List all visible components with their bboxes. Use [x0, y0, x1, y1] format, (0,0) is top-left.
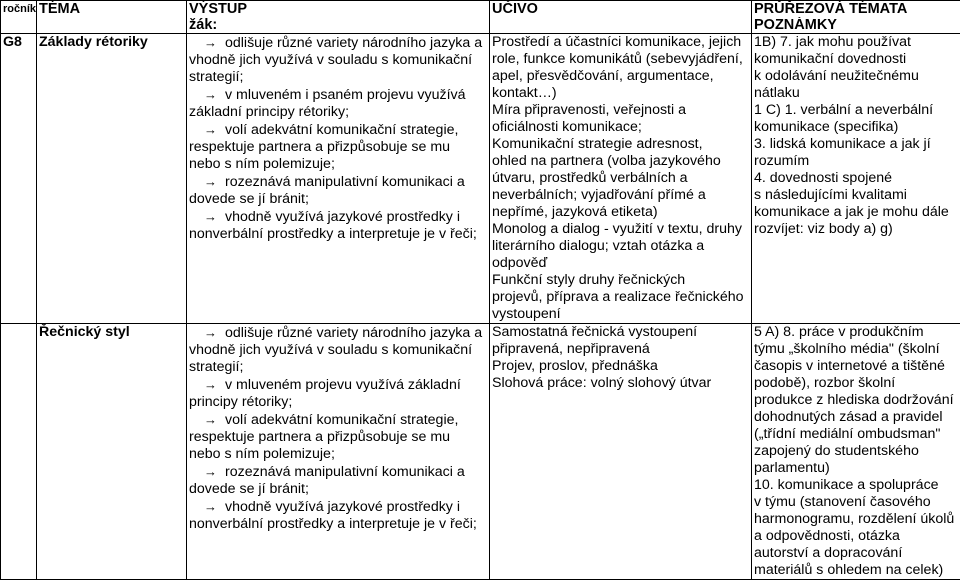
poznamky-line: s následujícími kvalitami: [754, 187, 958, 204]
vystup-text: rozeznává manipulativní komunikaci a: [225, 174, 465, 190]
arrow-icon: →: [189, 411, 225, 428]
arrow-icon: →: [189, 324, 225, 341]
ucivo-line: kontakt…): [492, 85, 749, 102]
vystup-line: [189, 156, 487, 173]
poznamky-line: a odpovědnosti, otázka: [754, 528, 958, 545]
poznamky-line: komunikace (specifika): [754, 119, 958, 136]
vystup-line: [189, 498, 487, 516]
poznamky-line: 1 C) 1. verbální a neverbální: [754, 102, 958, 119]
arrow-icon: →: [189, 208, 225, 225]
header-ucivo: UČIVO: [490, 1, 752, 34]
vystup-line: [189, 86, 487, 104]
ucivo-line: projevů, příprava a realizace řečnického: [492, 289, 749, 306]
poznamky-line: podobě), rozbor školní: [754, 375, 958, 392]
poznamky-line: rozvíjet: viz body a) g): [754, 221, 958, 238]
vystup-text: v mluveném i psaném projevu využívá: [225, 87, 466, 103]
vystup-line: [189, 446, 487, 463]
ucivo-line: vystoupení: [492, 306, 749, 323]
arrow-icon: →: [189, 121, 225, 138]
vystup-line: [189, 69, 487, 86]
ucivo-line: Funkční styly druhy řečnických: [492, 272, 749, 289]
ucivo-line: Prostředí a účastníci komunikace, jejich: [492, 34, 749, 51]
ucivo-line: literárního dialogu; vztah otázka a: [492, 238, 749, 255]
poznamky-line: nátlaku: [754, 85, 958, 102]
poznamky-line: 10. komunikace a spolupráce: [754, 477, 958, 494]
poznamky-line: 1B) 7. jak mohu používat: [754, 34, 958, 51]
vystup-line: [189, 359, 487, 376]
poznamky-line: v týmu (stanovení časového: [754, 494, 958, 511]
vystup-text: volí adekvátní komunikační strategie,: [225, 412, 458, 428]
header-pruzezova: [752, 1, 960, 34]
vystup-line: [189, 376, 487, 394]
ucivo-line: neverbálních; vyjadřování přímé a: [492, 187, 749, 204]
vystup-line: [189, 394, 487, 411]
poznamky-line: 3. lidská komunikace a jak jí: [754, 136, 958, 153]
arrow-icon: →: [189, 498, 225, 515]
vystup-line: [189, 481, 487, 498]
poznamky-line: týmu „školního média" (školní: [754, 341, 958, 358]
ucivo-line: ohled na partnera (volba jazykového: [492, 153, 749, 170]
poznamky-line: materiálů s ohledem na celek): [754, 562, 958, 579]
header-vystup-line2: žák:: [189, 17, 487, 33]
header-rocnik: ročník: [1, 1, 37, 34]
vystup-line: [189, 516, 487, 533]
vystup-line: [189, 411, 487, 429]
vystup-line: [189, 173, 487, 191]
arrow-icon: →: [189, 463, 225, 480]
ucivo-line: Slohová práce: volný slohový útvar: [492, 375, 749, 392]
vystup-text: strategií;: [189, 359, 243, 375]
vystup-line: [189, 463, 487, 481]
ucivo-line: nepřímé, jazyková etiketa): [492, 204, 749, 221]
vystup-text: dovede se jí bránit;: [189, 481, 309, 497]
poznamky-line: rozumím: [754, 153, 958, 170]
poznamky-line: produkce z hlediska dodržování: [754, 392, 958, 409]
cell-rocnik: [1, 324, 37, 580]
ucivo-line: Komunikační strategie adresnost,: [492, 136, 749, 153]
header-tema: TÉMA: [37, 1, 187, 34]
header-pruzezova-line2: POZNÁMKY: [754, 17, 958, 33]
header-pruzezova-line1: PRŮŘEZOVÁ TÉMATA: [754, 1, 958, 17]
vystup-line: [189, 52, 487, 69]
ucivo-line: připravená, nepřipravená: [492, 341, 749, 358]
table-row: [1, 34, 960, 324]
vystup-line: [189, 139, 487, 156]
vystup-line: [189, 324, 487, 342]
cell-poznamky: [752, 34, 960, 324]
cell-vystup: [187, 324, 490, 580]
poznamky-line: k odolávání neužitečnému: [754, 68, 958, 85]
vystup-line: [189, 226, 487, 243]
ucivo-line: Projev, proslov, přednáška: [492, 358, 749, 375]
vystup-line: [189, 121, 487, 139]
cell-tema: Řečnický styl: [37, 324, 187, 580]
vystup-text: vhodně jich využívá v souladu s komunikační: [189, 52, 472, 68]
vystup-text: nebo s ním polemizuje;: [189, 446, 335, 462]
vystup-text: v mluveném projevu využívá základní: [225, 377, 461, 393]
poznamky-line: 4. dovednosti spojené: [754, 170, 958, 187]
vystup-text: vhodně využívá jazykové prostředky i: [225, 209, 460, 225]
vystup-text: vhodně jich využívá v souladu s komunikační: [189, 342, 472, 358]
poznamky-line: zapojený do studentského: [754, 443, 958, 460]
ucivo-line: odpověď: [492, 255, 749, 272]
vystup-line: [189, 104, 487, 121]
vystup-line: [189, 208, 487, 226]
poznamky-line: komunikace a jak je mohu dále: [754, 204, 958, 221]
ucivo-line: apel, přesvědčování, argumentace,: [492, 68, 749, 85]
vystup-text: nonverbální prostředky a interpretuje je v řeči;: [189, 226, 477, 242]
poznamky-line: dohodnutých zásad a pravidel: [754, 409, 958, 426]
ucivo-line: role, funkce komunikátů (sebevyjádření,: [492, 51, 749, 68]
arrow-icon: →: [189, 376, 225, 393]
vystup-text: respektuje partnera a přizpůsobuje se mu: [189, 139, 450, 155]
ucivo-line: Míra připravenosti, veřejnosti a: [492, 102, 749, 119]
ucivo-line: útvaru, prostředků verbálních a: [492, 170, 749, 187]
cell-ucivo: [490, 34, 752, 324]
poznamky-line: časopis v internetové a tištěné: [754, 358, 958, 375]
header-vystup-line1: VÝSTUP: [189, 1, 487, 17]
vystup-text: respektuje partnera a přizpůsobuje se mu: [189, 429, 450, 445]
poznamky-line: autorství a dopracování: [754, 545, 958, 562]
poznamky-line: harmonogramu, rozdělení úkolů: [754, 511, 958, 528]
cell-poznamky: [752, 324, 960, 580]
vystup-text: dovede se jí bránit;: [189, 191, 309, 207]
vystup-line: [189, 191, 487, 208]
vystup-text: vhodně využívá jazykové prostředky i: [225, 499, 460, 515]
vystup-line: [189, 342, 487, 359]
vystup-text: základní principy rétoriky;: [189, 104, 349, 120]
vystup-line: [189, 34, 487, 52]
cell-vystup: [187, 34, 490, 324]
poznamky-line: parlamentu): [754, 460, 958, 477]
cell-rocnik: G8: [1, 34, 37, 324]
vystup-text: rozeznává manipulativní komunikaci a: [225, 464, 465, 480]
vystup-text: volí adekvátní komunikační strategie,: [225, 122, 458, 138]
header-vystup: [187, 1, 490, 34]
cell-tema: Základy rétoriky: [37, 34, 187, 324]
ucivo-line: oficiálnosti komunikace;: [492, 119, 749, 136]
poznamky-line: 5 A) 8. práce v produkčním: [754, 324, 958, 341]
table-header-row: [1, 1, 960, 34]
ucivo-line: Monolog a dialog - využití v textu, druhy: [492, 221, 749, 238]
poznamky-line: komunikační dovednosti: [754, 51, 958, 68]
ucivo-line: Samostatná řečnická vystoupení: [492, 324, 749, 341]
arrow-icon: →: [189, 173, 225, 190]
arrow-icon: →: [189, 34, 225, 51]
arrow-icon: →: [189, 86, 225, 103]
vystup-text: nebo s ním polemizuje;: [189, 156, 335, 172]
poznamky-line: („třídní mediální ombudsman": [754, 426, 958, 443]
vystup-text: odlišuje různé variety národního jazyka a: [225, 35, 482, 51]
vystup-line: [189, 429, 487, 446]
vystup-text: strategií;: [189, 69, 243, 85]
vystup-text: nonverbální prostředky a interpretuje je v řeči;: [189, 516, 477, 532]
vystup-text: principy rétoriky;: [189, 394, 292, 410]
vystup-text: odlišuje různé variety národního jazyka a: [225, 325, 482, 341]
cell-ucivo: [490, 324, 752, 580]
table-row: [1, 324, 960, 580]
